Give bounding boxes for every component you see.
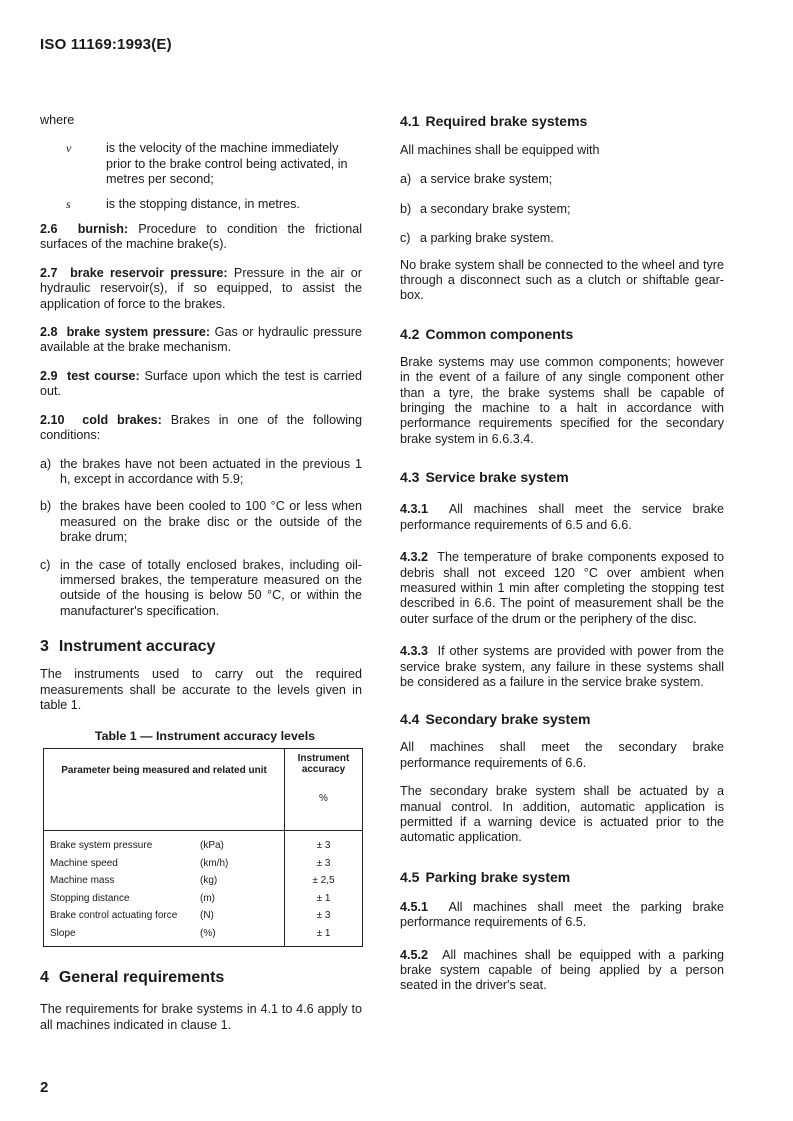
accuracy-header-label: Instrument accuracy bbox=[297, 753, 350, 776]
document-header: ISO 11169:1993(E) bbox=[40, 36, 172, 53]
section-4-5-heading bbox=[400, 868, 724, 886]
table-caption: Table 1 — Instrument accuracy levels bbox=[94, 729, 316, 744]
clause-number: 4.3.3 bbox=[400, 644, 429, 659]
section-4-1-intro: All machines shall be equipped with bbox=[400, 143, 600, 157]
section-title: Secondary brake system bbox=[425, 711, 591, 728]
clause-text: The temperature of brake components exposed to debris shall not exceed 120 °C over ambient when measured within 1 min after completing the stopping test described in 6.6. The point of measurement shall be the outer surface of the drum or the periphery of the disc. bbox=[400, 550, 724, 626]
clause-number: 2.9 bbox=[40, 368, 58, 383]
defined-term: brake reservoir pressure: bbox=[70, 265, 228, 280]
section-number: 4.2 bbox=[400, 325, 420, 342]
clause-4-5-2 bbox=[400, 948, 724, 994]
clause-text: All machines shall meet the service brake performance requirements of 6.5 and 6.6. bbox=[400, 502, 725, 532]
definition-text: Pressure in the air or hydraulic reservoir(s), if so equipped, to assist the application of force to the brakes. bbox=[40, 265, 362, 311]
section-4-1-text: No brake system shall be connected to the wheel and tyre through a disconnect such as a clutch or shiftable gear-box. bbox=[400, 257, 724, 303]
definition-2-6 bbox=[40, 222, 362, 253]
accuracy-header-unit: % bbox=[319, 793, 328, 805]
defined-term: brake system pressure: bbox=[66, 325, 211, 340]
section-title: Common components bbox=[425, 325, 574, 342]
list-item-c bbox=[40, 558, 362, 620]
list-text: a secondary brake system; bbox=[420, 201, 571, 216]
clause-text: All machines shall meet the parking brake performance requirements of 6.5. bbox=[400, 899, 724, 930]
clause-number: 4.3.2 bbox=[400, 550, 429, 565]
definition-text: Gas or hydraulic pressure available at the brake mechanism. bbox=[40, 325, 362, 355]
definition-text: Procedure to condition the frictional surfaces of the machine brake(s). bbox=[40, 222, 363, 252]
table-row bbox=[50, 925, 284, 943]
section-number: 4.4 bbox=[400, 711, 420, 728]
section-3-text: The instruments used to carry out the required measurements shall be accurate to the levels given in table 1. bbox=[40, 667, 362, 712]
accuracy-value: ± 3 bbox=[316, 857, 331, 869]
list-text: a parking brake system. bbox=[420, 231, 554, 246]
definition-2-10 bbox=[40, 413, 362, 444]
list-item-a bbox=[40, 457, 362, 488]
accuracy-column bbox=[285, 831, 363, 947]
list-item-b bbox=[40, 499, 362, 545]
clause-4-5-1 bbox=[400, 900, 724, 931]
section-3-heading bbox=[40, 637, 362, 657]
definition-text: Brakes in one of the following conditions: bbox=[40, 412, 363, 443]
accuracy-value: ± 2,5 bbox=[312, 875, 335, 887]
definition-2-8 bbox=[40, 325, 362, 356]
list-item-a bbox=[400, 172, 724, 187]
variable-definition: is the velocity of the machine immediately prior to the brake control being activated, in metres per second; bbox=[106, 141, 348, 187]
accuracy-value: ± 1 bbox=[316, 927, 331, 939]
list-label: b) bbox=[40, 499, 52, 514]
section-4-3-heading bbox=[400, 468, 724, 486]
section-number: 4.3 bbox=[400, 469, 420, 486]
accuracy-value: ± 1 bbox=[316, 892, 331, 904]
parameter-unit: (km/h) bbox=[200, 857, 229, 869]
section-4-heading bbox=[40, 968, 362, 988]
section-4-1-heading bbox=[400, 112, 724, 130]
accuracy-value: ± 3 bbox=[316, 910, 331, 922]
column-header-parameter: Parameter being measured and related unit bbox=[44, 749, 285, 831]
parameter-unit: (N) bbox=[200, 910, 214, 922]
clause-text: All machines shall be equipped with a parking brake system capable of being applied by a person seated in the driver's seat. bbox=[400, 947, 724, 993]
list-label: b) bbox=[400, 201, 412, 216]
list-item-c bbox=[400, 231, 724, 246]
accuracy-value: ± 3 bbox=[316, 840, 331, 852]
parameter-name: Stopping distance bbox=[50, 892, 130, 904]
table-row bbox=[50, 890, 284, 908]
clause-4-3-1 bbox=[400, 502, 724, 533]
defined-term: burnish: bbox=[77, 222, 129, 237]
section-title: Parking brake system bbox=[425, 868, 571, 885]
parameter-unit: (%) bbox=[200, 927, 216, 939]
defined-term: cold brakes: bbox=[82, 412, 162, 427]
clause-number: 2.8 bbox=[40, 325, 58, 340]
list-label: a) bbox=[40, 456, 52, 471]
parameter-name: Slope bbox=[50, 927, 76, 939]
section-4-2-heading bbox=[400, 325, 724, 343]
clause-text: If other systems are provided with power from the service brake system, any failure in these systems shall be considered as a failure in the service brake system. bbox=[400, 644, 724, 689]
list-item-b bbox=[400, 202, 724, 217]
parameter-name: Machine mass bbox=[50, 875, 115, 887]
variable-s bbox=[40, 197, 362, 212]
clause-number: 4.5.1 bbox=[400, 899, 429, 914]
section-4-4-heading bbox=[400, 710, 724, 728]
definition-text: Surface upon which the test is carried out. bbox=[40, 368, 363, 399]
parameter-column bbox=[44, 831, 285, 947]
section-number: 3 bbox=[40, 638, 49, 656]
clause-number: 2.7 bbox=[40, 265, 58, 280]
list-text: in the case of totally enclosed brakes, including oil-immersed brakes, the temperature measured on the outside of the housing is below 50 °C, or within the manufacturer's specification. bbox=[60, 557, 362, 618]
section-title: Required brake systems bbox=[425, 113, 588, 129]
left-column bbox=[40, 110, 362, 1033]
table-row bbox=[50, 837, 284, 855]
accuracy-table bbox=[43, 748, 363, 947]
clause-number: 2.10 bbox=[40, 412, 65, 427]
column-header-accuracy bbox=[285, 749, 363, 831]
section-number: 4.5 bbox=[400, 868, 420, 885]
clause-number: 2.6 bbox=[40, 222, 58, 237]
section-title: Instrument accuracy bbox=[58, 638, 216, 656]
definition-2-7 bbox=[40, 266, 362, 312]
parameter-unit: (kPa) bbox=[200, 840, 224, 852]
defined-term: test course: bbox=[67, 368, 140, 383]
clause-4-3-2 bbox=[400, 550, 724, 627]
section-4-2-text: Brake systems may use common components; however in the event of a failure of any single component other than a tyre, the brake systems shall be capable of bringing the machine to a halt in accordance with performance requirements specified for the secondary brake system in 6.6.3.4. bbox=[400, 354, 724, 446]
page-number: 2 bbox=[40, 1079, 49, 1096]
list-text: the brakes have been cooled to 100 °C or less when measured on the brake disc or the outside of the brake drum; bbox=[60, 499, 362, 545]
table-row bbox=[50, 907, 284, 925]
table-row bbox=[50, 855, 284, 873]
parameter-name: Brake system pressure bbox=[50, 840, 153, 852]
list-label: c) bbox=[400, 231, 411, 246]
section-4-4-text-2: The secondary brake system shall be actuated by a manual control. In addition, automatic application is permitted if a warning device is actuated prior to the automatic application. bbox=[400, 784, 724, 845]
section-title: General requirements bbox=[58, 969, 225, 987]
parameter-name: Machine speed bbox=[50, 857, 118, 869]
right-column bbox=[400, 110, 724, 994]
parameter-unit: (kg) bbox=[200, 875, 218, 887]
variable-v bbox=[40, 141, 362, 187]
where-label: where bbox=[40, 113, 75, 127]
list-label: c) bbox=[40, 557, 51, 572]
list-label: a) bbox=[400, 172, 412, 187]
section-number: 4 bbox=[40, 969, 49, 987]
variable-symbol: s bbox=[66, 196, 71, 211]
parameter-unit: (m) bbox=[200, 892, 215, 904]
list-text: a service brake system; bbox=[420, 172, 553, 187]
clause-number: 4.5.2 bbox=[400, 947, 429, 962]
variable-definition: is the stopping distance, in metres. bbox=[106, 196, 300, 211]
clause-number: 4.3.1 bbox=[400, 502, 429, 517]
clause-4-3-3 bbox=[400, 644, 724, 690]
section-4-4-text-1: All machines shall meet the secondary brake performance requirements of 6.6. bbox=[400, 740, 724, 770]
list-text: the brakes have not been actuated in the previous 1 h, except in accordance with 5.9; bbox=[60, 456, 362, 486]
definition-2-9 bbox=[40, 369, 362, 400]
section-title: Service brake system bbox=[425, 469, 569, 486]
parameter-name: Brake control actuating force bbox=[50, 910, 178, 922]
variable-symbol: v bbox=[66, 141, 72, 156]
section-4-text: The requirements for brake systems in 4.1 to 4.6 apply to all machines indicated in clause 1. bbox=[40, 1002, 362, 1032]
table-row bbox=[50, 872, 284, 890]
section-number: 4.1 bbox=[400, 113, 420, 129]
